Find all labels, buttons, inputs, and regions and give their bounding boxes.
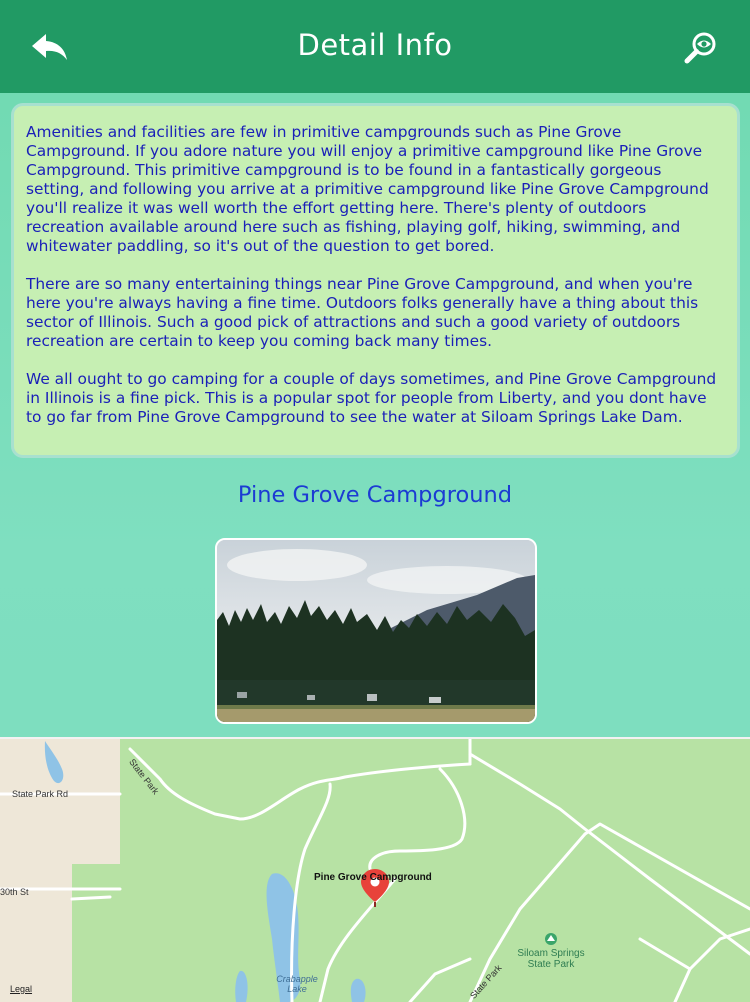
description-paragraph: There are so many entertaining things near Pine Grove Campground, and when you're here you're always having a fine time. Outdoors folks generally have a thing about this sector of Illinois. Such a good pick of attractions and such a good variety of outdoors recreation are certain to keep you coming back many times. <box>26 275 699 350</box>
map-legal-link[interactable]: Legal <box>10 984 33 994</box>
place-title: Pine Grove Campground <box>237 482 513 508</box>
description-box <box>11 103 740 458</box>
search-button[interactable] <box>684 30 720 66</box>
campground-photo-image <box>217 540 535 722</box>
page-title: Detail Info <box>297 28 453 62</box>
map-water <box>351 979 366 1002</box>
park-label-line2: State Park <box>527 959 575 970</box>
park-label[interactable] <box>505 948 597 970</box>
description-paragraph: We all ought to go camping for a couple of days sometimes, and Pine Grove Campground in Illinois is a fine pick. This is a popular spot for people from Liberty, and you dont have to go far from Pine Grove Campground to see the water at Siloam Springs Lake Dam. <box>26 370 717 426</box>
road-label-state-park-rd: State Park Rd <box>12 789 69 799</box>
map-water <box>235 971 247 1002</box>
park-label-line1: Siloam Springs <box>517 948 585 959</box>
map-pin-label[interactable]: Pine Grove Campground <box>314 872 432 883</box>
lake-label-line2: Lake <box>287 984 307 994</box>
lake-label-line1: Crabapple <box>276 974 318 984</box>
map-view[interactable] <box>0 737 750 1002</box>
campground-photo[interactable] <box>215 538 537 724</box>
lake-label <box>262 974 332 994</box>
road-label-30th-st: 30th St <box>0 887 29 897</box>
magnifier-eye-icon <box>684 30 720 66</box>
road-label-state-park-top: State Park <box>127 757 161 797</box>
description-paragraph: Amenities and facilities are few in primitive campgrounds such as Pine Grove Campground. If you adore nature you will enjoy a primitive campground like Pine Grove Campground. This primitive campground is to be found in a fantastically gorgeous setting, and following you arrive at a primitive campground like Pine Grove Campground you'll realize it was well worth the effort getting here. There's plenty of outdoors recreation available around here such as fishing, playing golf, hiking, swimming, and whitewater paddling, so it's out of the question to get bored. <box>26 123 709 255</box>
navigation-bar <box>0 0 750 93</box>
map-roads-layer <box>0 739 750 1002</box>
road-label-state-park-bottom: State Park <box>468 962 504 1001</box>
